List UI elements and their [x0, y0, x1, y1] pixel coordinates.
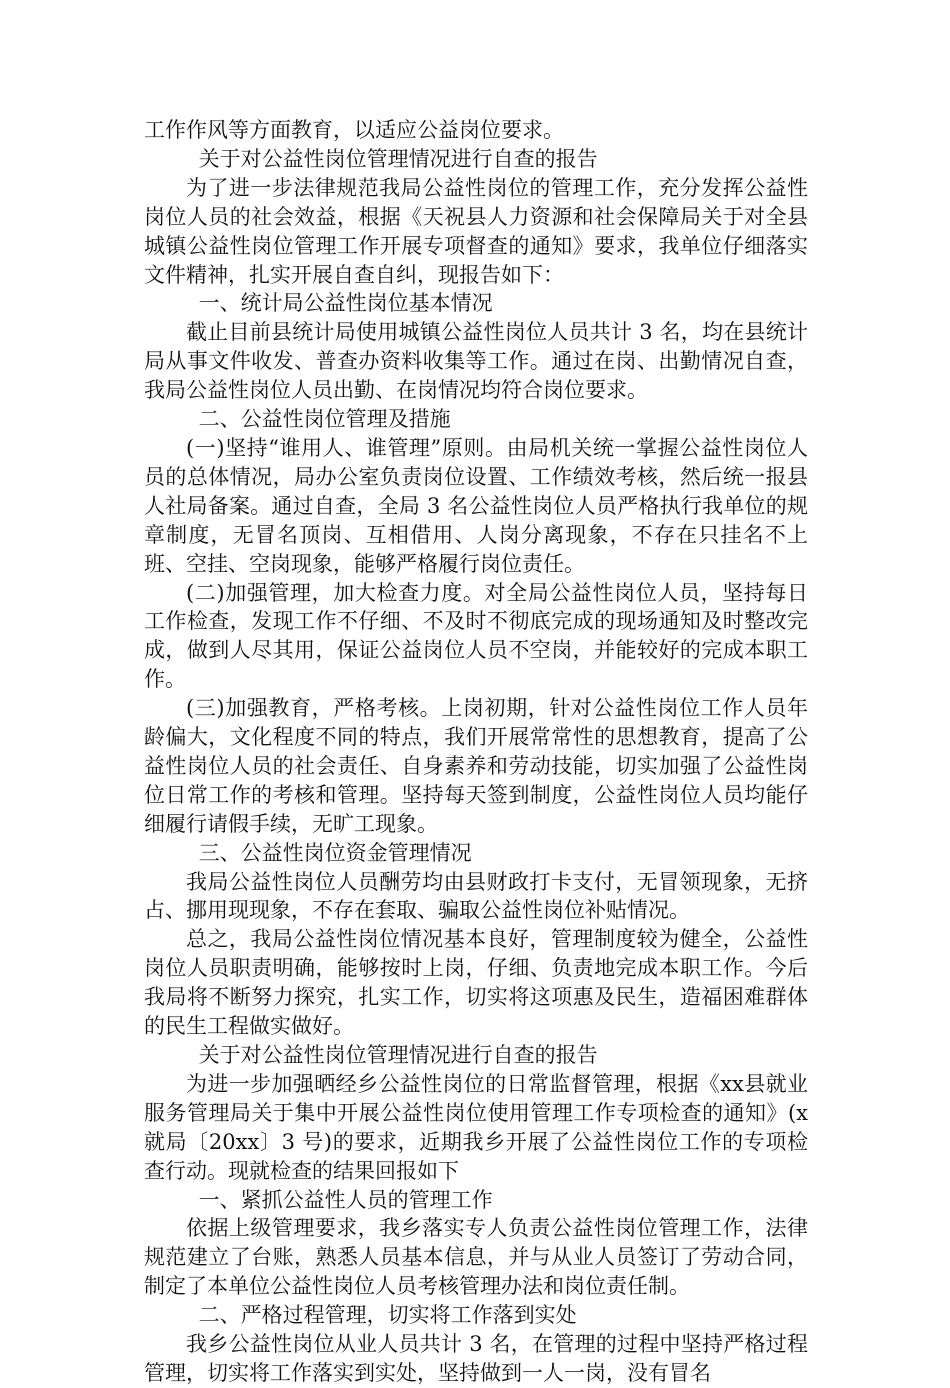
paragraph: 总之，我局公益性岗位情况基本良好，管理制度较为健全，公益性岗位人员职责明确，能够按时上岗，仔细、负责地完成本职工作。今后我局将不断努力探究，扎实工作，切实将这项惠及民生，造福困难群体的民生工程做实做好。 [144, 927, 808, 1039]
paragraph: 为进一步加强晒经乡公益性岗位的日常监督管理，根据《xx县就业服务管理局关于集中开展公益性岗位使用管理工作专项检查的通知》(x 就局〔20xx〕3 号)的要求，近期我乡开展了公益性岗位工作的专项检查行动。现就检查的结果回报如下 [144, 1071, 808, 1183]
section-heading: 二、公益性岗位管理及措施 [198, 407, 451, 432]
paragraph-continuation: 工作作风等方面教育，以适应公益岗位要求。 [144, 118, 564, 142]
section-heading: 一、统计局公益性岗位基本情况 [198, 291, 493, 316]
paragraph: (二)加强管理，加大检查力度。对全局公益性岗位人员，坚持每日工作检查，发现工作不仔细、不及时不彻底完成的现场通知及时整改完成，做到人尽其用，保证公益岗位人员不空岗，并能较好的完成本职工作。 [144, 580, 808, 692]
paragraph: 我乡公益性岗位从业人员共计 3 名，在管理的过程中坚持严格过程管理，切实将工作落实到实处，坚持做到一人一岗，没有冒名 [144, 1332, 808, 1385]
paragraph: 截止目前县统计局使用城镇公益性岗位人员共计 3 名，均在县统计局从事文件收发、普查办资料收集等工作。通过在岗、出勤情况自查，我局公益性岗位人员出勤、在岗情况均符合岗位要求。 [144, 320, 808, 403]
paragraph: (三)加强教育，严格考核。上岗初期，针对公益性岗位工作人员年龄偏大，文化程度不同的特点，我们开展常常性的思想教育，提高了公益性岗位人员的社会责任、自身素养和劳动技能，切实加强了公益性岗位日常工作的考核和管理。坚持每天签到制度，公益性岗位人员均能仔细履行请假手续，无旷工现象。 [144, 696, 808, 836]
report-title: 关于对公益性岗位管理情况进行自查的报告 [198, 146, 598, 171]
section-heading: 二、严格过程管理，切实将工作落到实处 [198, 1303, 577, 1328]
paragraph: 我局公益性岗位人员酬劳均由县财政打卡支付，无冒领现象，无挤占、挪用现现象，不存在套取、骗取公益性岗位补贴情况。 [144, 869, 808, 923]
section-heading: 一、紧抓公益性人员的管理工作 [198, 1187, 493, 1212]
section-heading: 三、公益性岗位资金管理情况 [198, 840, 472, 865]
paragraph: 依据上级管理要求，我乡落实专人负责公益性岗位管理工作，法律规范建立了台账，熟悉人员基本信息，并与从业人员签订了劳动合同，制定了本单位公益性岗位人员考核管理办法和岗位责任制。 [144, 1216, 808, 1299]
document-body [144, 116, 808, 1388]
paragraph: 为了进一步法律规范我局公益性岗位的管理工作，充分发挥公益性岗位人员的社会效益，根据《天祝县人力资源和社会保障局关于对全县城镇公益性岗位管理工作开展专项督查的通知》要求，我单位仔细落实文件精神，扎实开展自查自纠，现报告如下： [144, 175, 808, 287]
report-title: 关于对公益性岗位管理情况进行自查的报告 [198, 1043, 598, 1067]
paragraph: (一)坚持“谁用人、谁管理”原则。由局机关统一掌握公益性岗位人员的总体情况，局办公室负责岗位设置、工作绩效考核，然后统一报县人社局备案。通过自查，全局 3 名公益性岗位人员严格执行我单位的规章制度，无冒名顶岗、互相借用、人岗分离现象，不存在只挂名不上班、空挂、空岗现象，能够严格履行岗位责任。 [144, 435, 808, 576]
